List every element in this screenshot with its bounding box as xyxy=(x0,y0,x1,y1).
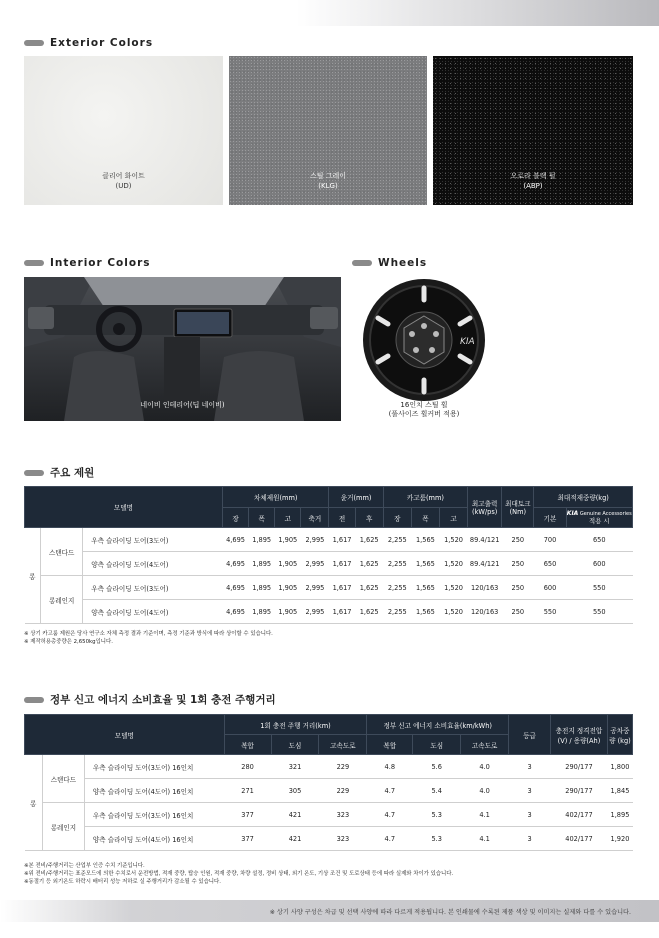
specs-table xyxy=(24,486,633,624)
model-cell: 양측 슬라이딩 도어(4도어) xyxy=(83,600,223,624)
specs-sub-header: 장 xyxy=(222,508,248,528)
specs-sub-header: 장 xyxy=(383,508,411,528)
kia-accessory-text: Genuine Accessories xyxy=(579,510,632,517)
interior-title: Interior Colors xyxy=(50,257,151,269)
wheel-caption-line1: 16인치 스틸 휠 xyxy=(400,401,448,409)
value-cell: 1,520 xyxy=(439,528,467,552)
value-cell: 250 xyxy=(502,600,534,624)
wheel-caption-line2: (풀사이즈 휠커버 적용) xyxy=(388,410,460,418)
table-row xyxy=(25,576,633,600)
body-type-cell: 롱 xyxy=(25,755,43,851)
model-cell: 양측 슬라이딩 도어(4도어) 16인치 xyxy=(84,779,224,803)
interior-section-title xyxy=(24,257,151,269)
table-row xyxy=(25,600,633,624)
value-cell: 550 xyxy=(534,600,566,624)
value-cell: 402/177 xyxy=(551,803,608,827)
value-cell: 4.0 xyxy=(461,779,509,803)
value-cell: 600 xyxy=(566,552,632,576)
specs-section-title xyxy=(24,465,94,480)
value-cell: 2,255 xyxy=(383,576,411,600)
value-cell: 5.4 xyxy=(413,779,461,803)
wheel-icon xyxy=(362,278,486,402)
value-cell: 120/163 xyxy=(468,576,502,600)
value-cell: 2,255 xyxy=(383,528,411,552)
value-cell: 2,255 xyxy=(383,600,411,624)
value-cell: 4,695 xyxy=(222,576,248,600)
value-cell: 290/177 xyxy=(551,755,608,779)
value-cell: 5.3 xyxy=(413,803,461,827)
value-cell: 323 xyxy=(319,827,367,851)
color-swatch-gray xyxy=(229,56,427,205)
value-cell: 89.4/121 xyxy=(468,552,502,576)
value-cell: 1,845 xyxy=(607,779,632,803)
table-row xyxy=(25,779,633,803)
color-swatch-white xyxy=(24,56,223,205)
section-bar-icon xyxy=(24,260,44,266)
value-cell: 1,625 xyxy=(355,600,383,624)
group-cell: 스탠다드 xyxy=(42,755,84,803)
value-cell: 1,565 xyxy=(411,528,439,552)
specs-header-tread: 윤거(mm) xyxy=(329,487,383,508)
value-cell: 2,255 xyxy=(383,552,411,576)
model-cell: 양측 슬라이딩 도어(4도어) 16인치 xyxy=(84,827,224,851)
model-cell: 우측 슬라이딩 도어(3도어) 16인치 xyxy=(84,803,224,827)
value-cell: 650 xyxy=(566,528,632,552)
note-line: ※본 전비/주행거리는 산업부 인증 수치 기준입니다. xyxy=(24,863,145,869)
specs-sub-header: 폭 xyxy=(249,508,275,528)
color-code: (UD) xyxy=(115,182,132,190)
value-cell: 323 xyxy=(319,803,367,827)
value-cell: 250 xyxy=(502,552,534,576)
specs-header-power: 최고출력 (kW/ps) xyxy=(468,487,502,528)
model-cell: 우측 슬라이딩 도어(3도어) 16인치 xyxy=(84,755,224,779)
value-cell: 1,520 xyxy=(439,552,467,576)
specs-header-dim: 차체제원(mm) xyxy=(222,487,329,508)
value-cell: 290/177 xyxy=(551,779,608,803)
value-cell: 4,695 xyxy=(222,528,248,552)
value-cell: 4.7 xyxy=(367,803,413,827)
value-cell: 1,617 xyxy=(329,576,355,600)
specs-header-model: 모델명 xyxy=(25,487,223,528)
value-cell: 1,520 xyxy=(439,600,467,624)
group-cell: 롱레인지 xyxy=(41,576,83,624)
value-cell: 229 xyxy=(319,755,367,779)
energy-header-model: 모델명 xyxy=(25,715,225,755)
value-cell: 1,905 xyxy=(275,552,301,576)
table-row xyxy=(25,528,633,552)
value-cell: 89.4/121 xyxy=(468,528,502,552)
value-cell: 1,800 xyxy=(607,755,632,779)
value-cell: 2,995 xyxy=(301,576,329,600)
group-cell: 롱레인지 xyxy=(42,803,84,851)
specs-header-load: 최대적재중량(kg) xyxy=(534,487,633,508)
value-cell: 1,625 xyxy=(355,576,383,600)
value-cell: 321 xyxy=(271,755,319,779)
energy-section-title xyxy=(24,692,276,707)
svg-text:KIA: KIA xyxy=(460,337,475,347)
specs-sub-header: 폭 xyxy=(411,508,439,528)
energy-sub-header: 고속도로 xyxy=(319,735,367,755)
footer-disclaimer xyxy=(0,900,659,922)
energy-header-weight: 공차중량 (kg) xyxy=(607,715,632,755)
energy-sub-header: 복합 xyxy=(224,735,271,755)
energy-sub-header: 도심 xyxy=(271,735,319,755)
value-cell: 1,520 xyxy=(439,576,467,600)
note-line: ※ 상기 카고룸 제원은 당사 연구소 자체 측정 결과 기준이며, 측정 기준과 방식에 따라 상이할 수 있습니다. xyxy=(24,631,273,637)
specs-sub-header-kia xyxy=(566,508,632,528)
value-cell: 1,565 xyxy=(411,600,439,624)
value-cell: 700 xyxy=(534,528,566,552)
value-cell: 1,565 xyxy=(411,576,439,600)
value-cell: 4.0 xyxy=(461,755,509,779)
kia-apply-text: 적용 시 xyxy=(589,516,610,525)
value-cell: 3 xyxy=(509,755,551,779)
value-cell: 271 xyxy=(224,779,271,803)
note-line: ※위 전비/주행거리는 표준모드에 의한 수치로서 운전방법, 적재 중량, 탑승 인원, 적재 중량, 차량 설정, 정비 상태, 외기 온도, 기상 조건 및 도로상태 등에 따라 실제와 차이가 있습니다. xyxy=(24,871,454,877)
energy-header-range: 1회 충전 주행 거리(km) xyxy=(224,715,367,735)
value-cell: 1,617 xyxy=(329,552,355,576)
value-cell: 2,995 xyxy=(301,600,329,624)
footer-text: ※ 상기 사양 구성은 차급 및 선택 사양에 따라 다르게 적용됩니다. 본 인쇄물에 수록된 제품 색상 및 이미지는 실제와 다를 수 있습니다. xyxy=(269,908,631,916)
value-cell: 1,895 xyxy=(249,600,275,624)
energy-notes xyxy=(24,862,453,886)
section-bar-icon xyxy=(352,260,372,266)
energy-sub-header: 도심 xyxy=(413,735,461,755)
value-cell: 1,905 xyxy=(275,600,301,624)
section-bar-icon xyxy=(24,697,44,703)
energy-table xyxy=(24,714,633,851)
value-cell: 229 xyxy=(319,779,367,803)
wheel-caption xyxy=(352,401,496,419)
group-cell: 스탠다드 xyxy=(41,528,83,576)
color-swatch-black xyxy=(433,56,633,205)
value-cell: 5.3 xyxy=(413,827,461,851)
value-cell: 4.1 xyxy=(461,827,509,851)
value-cell: 600 xyxy=(534,576,566,600)
color-name: 클리어 화이트 xyxy=(102,172,145,180)
value-cell: 4.1 xyxy=(461,803,509,827)
value-cell: 1,905 xyxy=(275,576,301,600)
energy-sub-header: 복합 xyxy=(367,735,413,755)
specs-header-cargo: 카고룸(mm) xyxy=(383,487,467,508)
value-cell: 1,895 xyxy=(249,528,275,552)
value-cell: 4,695 xyxy=(222,600,248,624)
energy-header-grade: 등급 xyxy=(509,715,551,755)
value-cell: 4,695 xyxy=(222,552,248,576)
value-cell: 120/163 xyxy=(468,600,502,624)
value-cell: 1,617 xyxy=(329,528,355,552)
value-cell: 280 xyxy=(224,755,271,779)
note-line: ※동절기 등 외기온도 하락시 배터리 성능 저하로 실 주행거리가 감소될 수 있습니다. xyxy=(24,879,221,885)
value-cell: 550 xyxy=(566,576,632,600)
value-cell: 1,920 xyxy=(607,827,632,851)
exterior-title: Exterior Colors xyxy=(50,37,154,49)
table-row xyxy=(25,552,633,576)
color-code: (ABP) xyxy=(523,182,543,190)
specs-notes xyxy=(24,630,273,646)
value-cell: 1,895 xyxy=(249,552,275,576)
value-cell: 2,995 xyxy=(301,528,329,552)
color-name: 오로라 블랙 펄 xyxy=(510,172,556,180)
value-cell: 1,895 xyxy=(249,576,275,600)
value-cell: 1,565 xyxy=(411,552,439,576)
specs-header-torque: 최대토크 (Nm) xyxy=(502,487,534,528)
value-cell: 4.7 xyxy=(367,779,413,803)
kia-logo-icon: KIA xyxy=(566,509,579,517)
note-line: ※ 제작허용총중량은 2,650kg입니다. xyxy=(24,639,113,645)
value-cell: 650 xyxy=(534,552,566,576)
table-row xyxy=(25,803,633,827)
value-cell: 1,617 xyxy=(329,600,355,624)
value-cell: 250 xyxy=(502,528,534,552)
interior-caption: 네이비 인테리어(딥 네이비) xyxy=(140,401,225,409)
energy-title: 정부 신고 에너지 소비효율 및 1회 충전 주행거리 xyxy=(50,694,276,706)
value-cell: 3 xyxy=(509,779,551,803)
value-cell: 305 xyxy=(271,779,319,803)
value-cell: 4.7 xyxy=(367,827,413,851)
model-cell: 양측 슬라이딩 도어(4도어) xyxy=(83,552,223,576)
value-cell: 3 xyxy=(509,827,551,851)
value-cell: 2,995 xyxy=(301,552,329,576)
specs-sub-header-basic: 기본 xyxy=(534,508,566,528)
model-cell: 우측 슬라이딩 도어(3도어) xyxy=(83,528,223,552)
exterior-section-title xyxy=(24,37,153,49)
value-cell: 3 xyxy=(509,803,551,827)
value-cell: 1,625 xyxy=(355,528,383,552)
wheels-title: Wheels xyxy=(378,257,428,269)
body-type-cell: 롱 xyxy=(25,528,41,624)
specs-title: 주요 제원 xyxy=(50,467,95,479)
energy-header-battery: 충전지 정격전압(V) / 용량(Ah) xyxy=(551,715,608,755)
specs-sub-header: 후 xyxy=(355,508,383,528)
top-banner xyxy=(0,0,659,26)
specs-sub-header: 전 xyxy=(329,508,355,528)
value-cell: 550 xyxy=(566,600,632,624)
color-name: 스틸 그레이 xyxy=(309,172,347,180)
wheel-image xyxy=(362,278,486,402)
interior-image xyxy=(24,277,341,421)
specs-sub-header: 고 xyxy=(439,508,467,528)
value-cell: 377 xyxy=(224,827,271,851)
table-row xyxy=(25,755,633,779)
color-code: (KLG) xyxy=(318,182,338,190)
energy-header-eff: 정부 신고 에너지 소비효율(km/kWh) xyxy=(367,715,509,735)
section-bar-icon xyxy=(24,40,44,46)
value-cell: 377 xyxy=(224,803,271,827)
specs-sub-header: 축거 xyxy=(301,508,329,528)
value-cell: 1,895 xyxy=(607,803,632,827)
value-cell: 421 xyxy=(271,827,319,851)
value-cell: 1,905 xyxy=(275,528,301,552)
energy-sub-header: 고속도로 xyxy=(461,735,509,755)
value-cell: 1,625 xyxy=(355,552,383,576)
section-bar-icon xyxy=(24,470,44,476)
value-cell: 402/177 xyxy=(551,827,608,851)
wheels-section-title xyxy=(352,257,427,269)
model-cell: 우측 슬라이딩 도어(3도어) xyxy=(83,576,223,600)
value-cell: 5.6 xyxy=(413,755,461,779)
value-cell: 4.8 xyxy=(367,755,413,779)
value-cell: 250 xyxy=(502,576,534,600)
specs-sub-header: 고 xyxy=(275,508,301,528)
value-cell: 421 xyxy=(271,803,319,827)
table-row xyxy=(25,827,633,851)
